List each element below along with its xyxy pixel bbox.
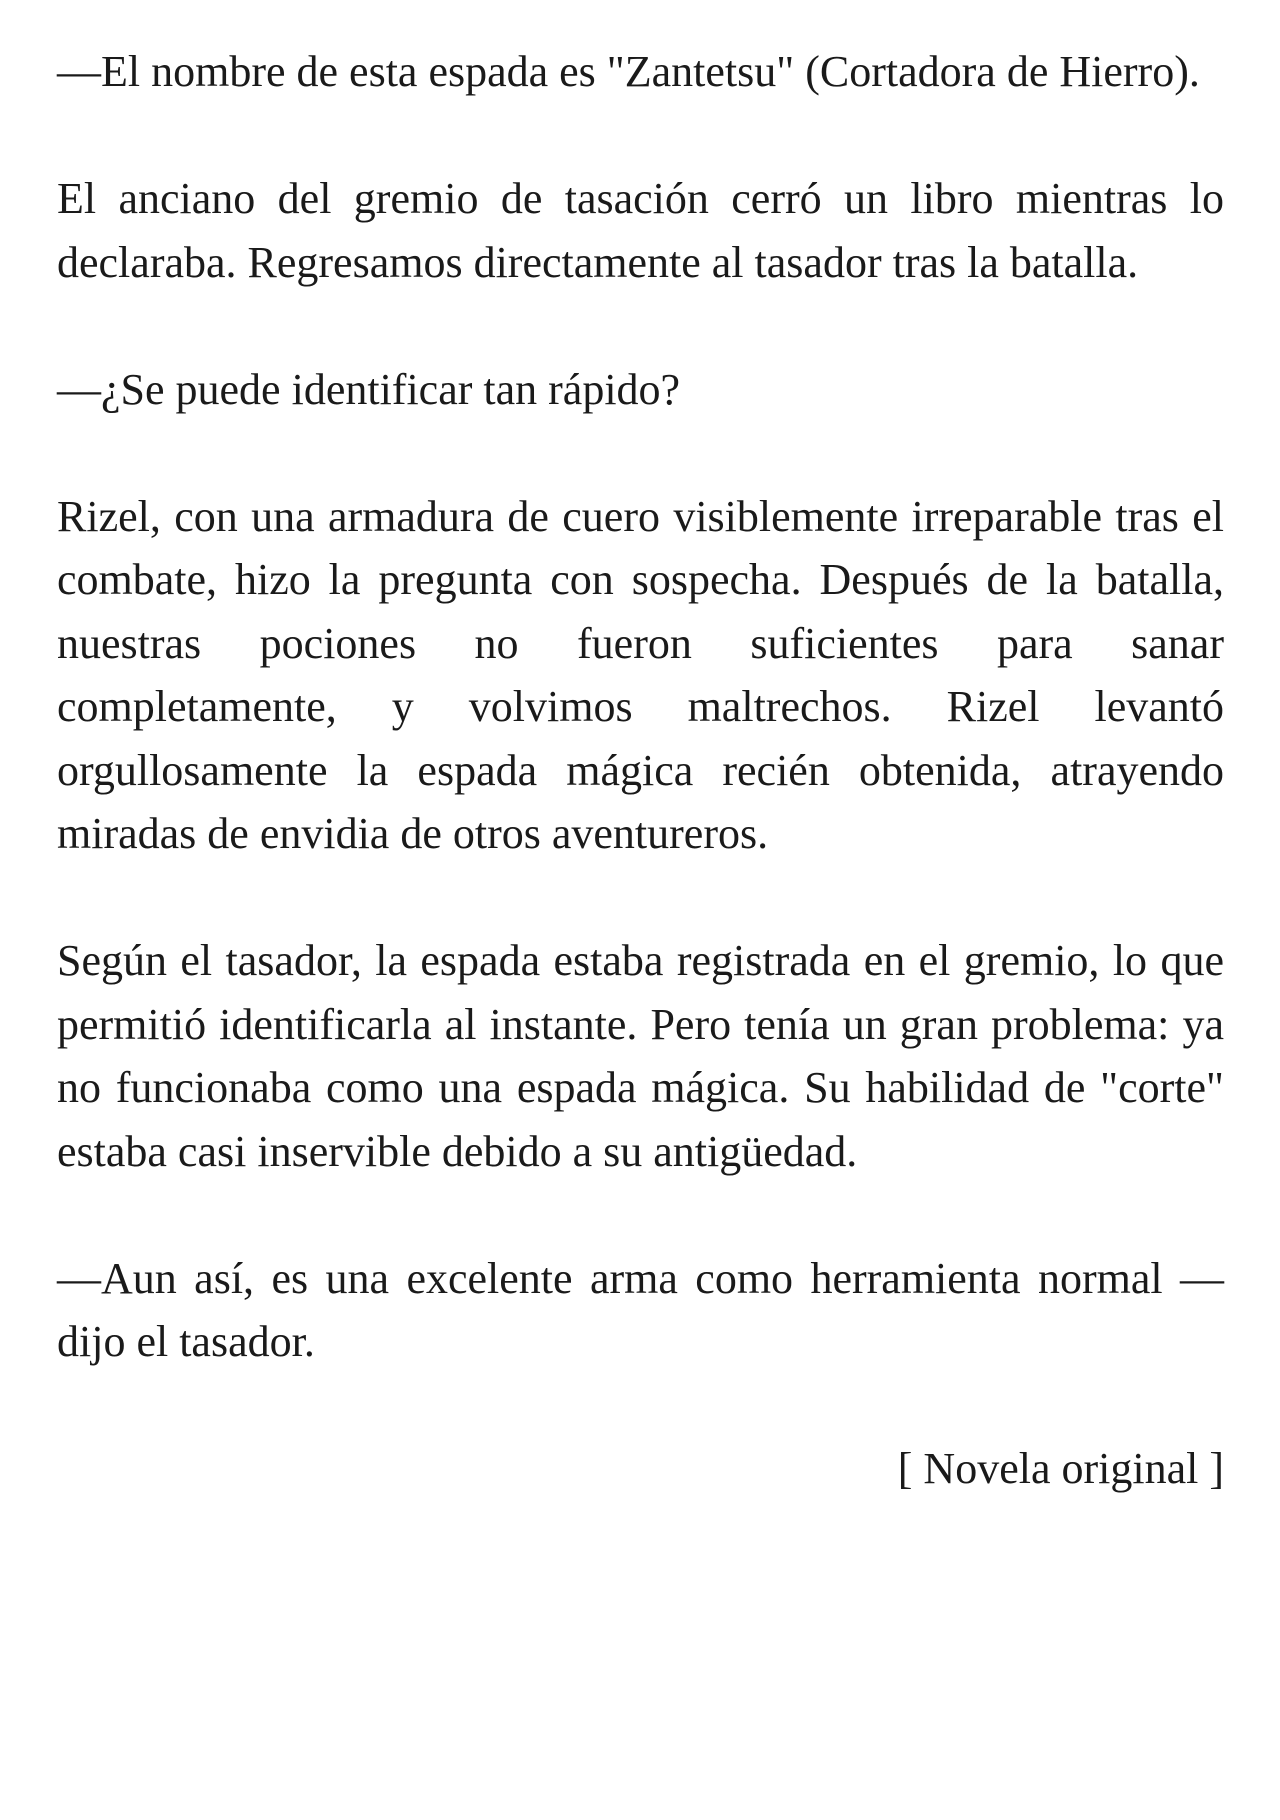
paragraph-elder-declaration: El anciano del gremio de tasación cerró un libro mientras lo declaraba. Regresamos directamente al tasador tras la batalla.: [57, 174, 1224, 287]
paragraph-appraiser-explanation: Según el tasador, la espada estaba registrada en el gremio, lo que permitió identificarla al instante. Pero tenía un gran problema: ya no funcionaba como una espada mágica. Su habilidad de "corte" estaba casi inservible debido a su antigüedad.: [57, 936, 1224, 1176]
paragraph-appraiser-quote: —Aun así, es una excelente arma como herramienta normal —dijo el tasador.: [57, 1253, 1224, 1366]
paragraph-rizel-armor: Rizel, con una armadura de cuero visiblemente irreparable tras el combate, hizo la pregunta con sospecha. Después de la batalla, nuestras pociones no fueron suficientes para sanar completamente, y volvimos maltrechos. Rizel levantó orgullosamente la espada mágica recién obtenida, atrayendo miradas de envidia de otros aventureros.: [57, 491, 1224, 858]
paragraph-sword-name: —El nombre de esta espada es "Zantetsu" (Cortadora de Hierro).: [57, 47, 1200, 96]
paragraph-identify-question: —¿Se puede identificar tan rápido?: [57, 364, 681, 414]
source-credit: [ Novela original ]: [897, 1444, 1224, 1493]
